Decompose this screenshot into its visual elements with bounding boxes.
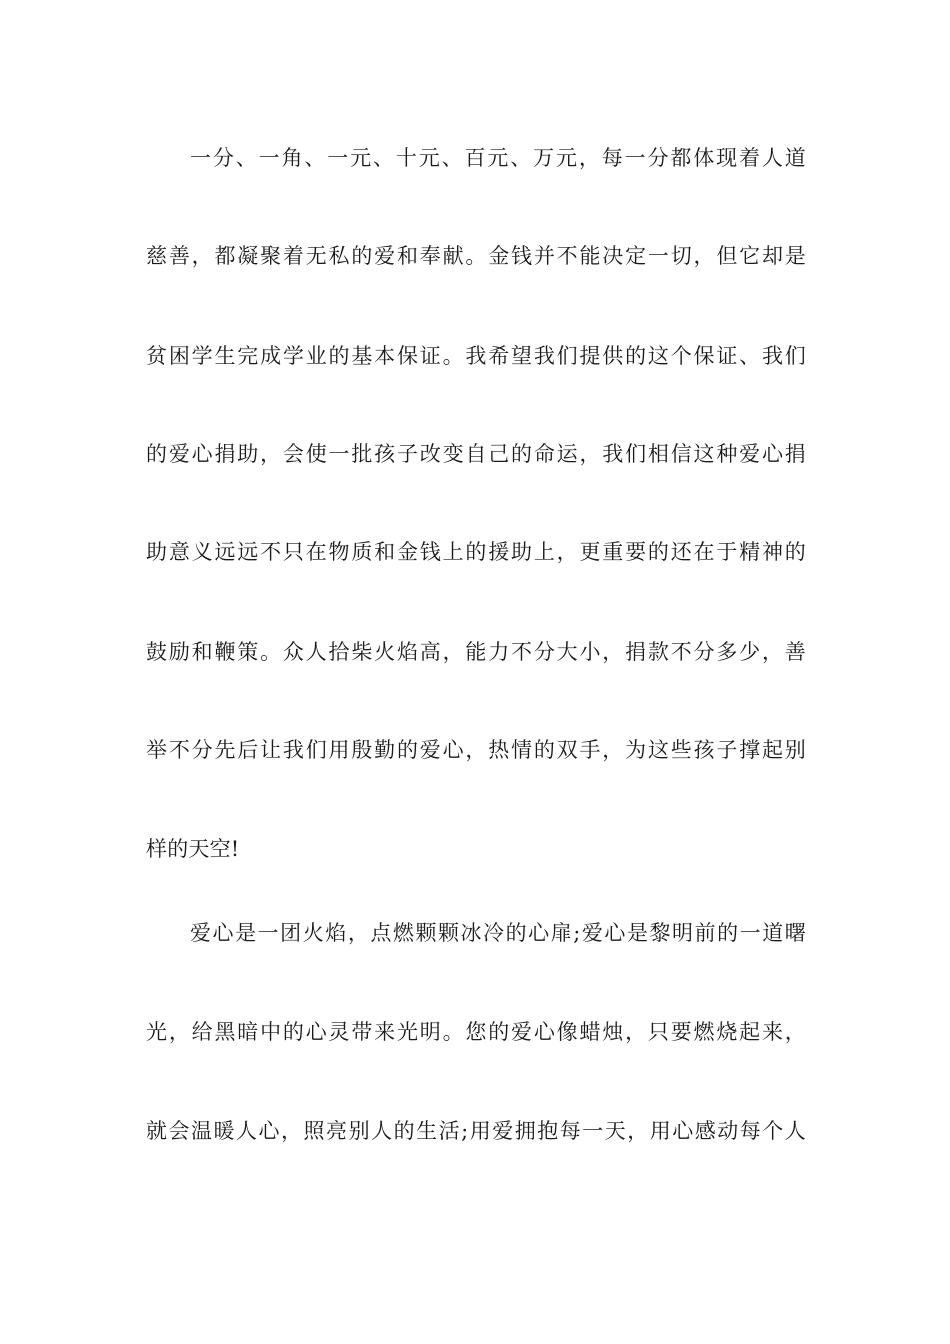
paragraph-2-line-3: 就会温暖人心，照亮别人的生活;用爱拥抱每一天，用心感动每个人 [146, 1119, 806, 1143]
paragraph-2-line-2: 光，给黑暗中的心灵带来光明。您的爱心像蜡烛，只要燃烧起来， [146, 1020, 806, 1044]
paragraph-1-line-5: 助意义远远不只在物质和金钱上的援助上，更重要的还在于精神的 [146, 540, 806, 564]
paragraph-1-line-7: 举不分先后让我们用殷勤的爱心，热情的双手，为这些孩子撑起别 [146, 738, 806, 762]
paragraph-1-line-4: 的爱心捐助，会使一批孩子改变自己的命运，我们相信这种爱心捐 [146, 442, 806, 466]
paragraph-1-line-3: 贫困学生完成学业的基本保证。我希望我们提供的这个保证、我们 [146, 344, 806, 368]
paragraph-2-line-1: 爱心是一团火焰，点燃颗颗冰冷的心扉;爱心是黎明前的一道曙 [190, 921, 806, 945]
paragraph-1-line-8: 样的天空! [146, 837, 240, 861]
paragraph-1-line-6: 鼓励和鞭策。众人拾柴火焰高，能力不分大小，捐款不分多少，善 [146, 640, 806, 664]
paragraph-1-line-1: 一分、一角、一元、十元、百元、万元，每一分都体现着人道 [190, 146, 806, 170]
paragraph-1-line-2: 慈善，都凝聚着无私的爱和奉献。金钱并不能决定一切，但它却是 [146, 244, 806, 268]
